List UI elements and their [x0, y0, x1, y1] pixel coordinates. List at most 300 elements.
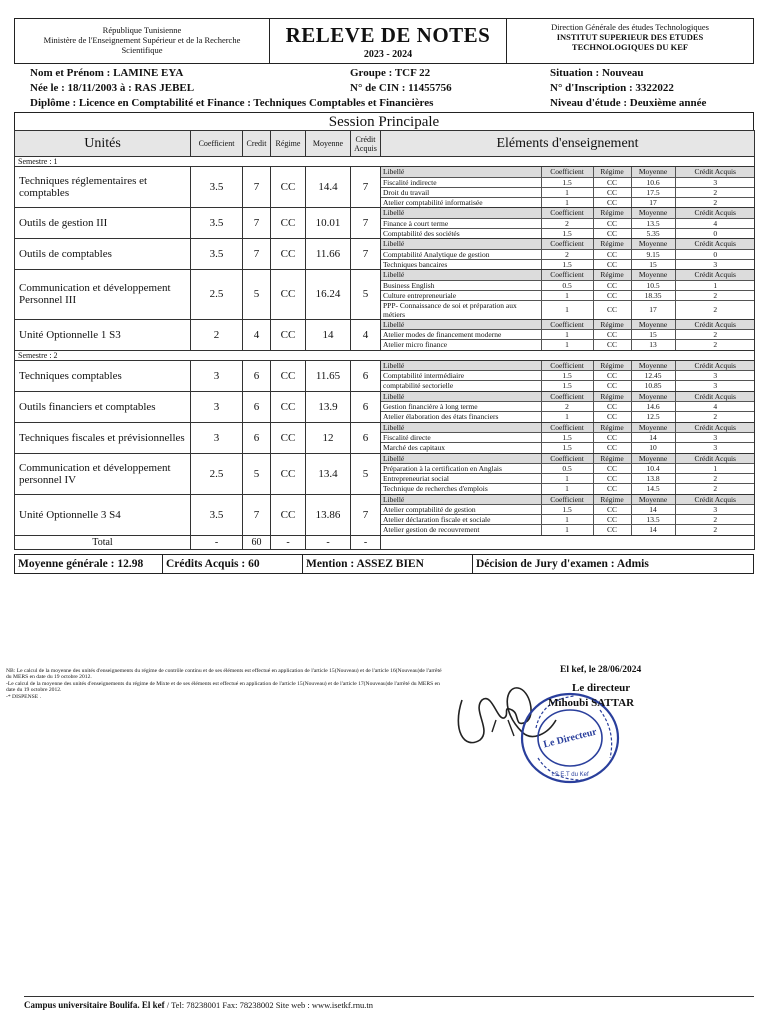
direction-line: Direction Générale des études Technologiques [551, 22, 709, 32]
total-acquis: - [351, 535, 381, 549]
element-regime: CC [593, 474, 631, 484]
element-credit: 4 [675, 218, 755, 228]
sub-col-moyenne: Moyenne [631, 239, 675, 249]
total-coef: - [191, 535, 243, 549]
unit-regime: CC [271, 208, 306, 239]
note-1: NB: Le calcul de la moyenne des unités d'enseignements du régime de contrôle continu et de ses éléments est effectué en application de l'article 15(Nouveau) et de l'article 16(Nouveau)de l'arrêté du MERS en date du 19 octobre 2012. [6, 668, 442, 681]
element-regime: CC [593, 259, 631, 269]
element-coef: 1.5 [541, 177, 593, 187]
unit-moyenne: 14 [306, 319, 351, 350]
element-credit: 0 [675, 228, 755, 238]
element-moyenne: 15 [631, 259, 675, 269]
element-moyenne: 17 [631, 197, 675, 207]
unit-credit: 7 [243, 494, 271, 535]
element-row [381, 218, 755, 228]
element-row [381, 228, 755, 238]
jury-decision: Décision de Jury d'examen : Admis [476, 557, 649, 570]
element-label: Atelier élaboration des états financiers [383, 412, 499, 422]
element-moyenne: 10 [631, 443, 675, 453]
col-regime: Régime [271, 131, 306, 157]
grades-table [14, 130, 755, 550]
unit-row [15, 208, 755, 239]
element-credit: 2 [675, 474, 755, 484]
unit-moyenne: 12 [306, 422, 351, 453]
semester-label: Semestre : 1 [15, 157, 755, 167]
unit-moyenne: 13.9 [306, 391, 351, 422]
unit-acquis: 6 [351, 391, 381, 422]
sub-col-credit: Crédit Acquis [675, 495, 755, 505]
republic-line: République Tunisienne [102, 25, 182, 35]
element-label: Marché des capitaux [383, 443, 446, 453]
element-label: Atelier micro finance [383, 340, 448, 350]
element-coef: 1 [541, 330, 593, 340]
sub-col-moyenne: Moyenne [631, 423, 675, 433]
col-coefficient: Coefficient [191, 131, 243, 157]
unit-row [15, 319, 755, 350]
element-coef: 1 [541, 300, 593, 319]
sub-col-libelle: Libellé [381, 167, 541, 177]
student-group: Groupe : TCF 22 [350, 67, 431, 79]
unit-name: Unité Optionnelle 1 S3 [15, 319, 191, 350]
unit-moyenne: 11.66 [306, 239, 351, 270]
element-regime: CC [593, 177, 631, 187]
elements-cell [381, 167, 755, 208]
institute-line: INSTITUT SUPERIEUR DES ETUDES [556, 32, 704, 42]
signature-name: Mihoubi SATTAR [548, 697, 635, 709]
unit-acquis: 6 [351, 422, 381, 453]
unit-acquis: 7 [351, 239, 381, 270]
unit-name: Outils de comptables [15, 239, 191, 270]
element-label: Droit du travail [381, 187, 541, 197]
unit-acquis: 4 [351, 319, 381, 350]
elements-header [381, 454, 755, 464]
sub-col-regime: Régime [593, 208, 631, 218]
unit-acquis: 6 [351, 360, 381, 391]
unit-acquis: 5 [351, 453, 381, 494]
total-moyenne: - [306, 535, 351, 549]
col-credit-acquis: Crédit Acquis [351, 131, 381, 157]
unit-acquis: 5 [351, 270, 381, 320]
unit-coef: 3.5 [191, 494, 243, 535]
element-moyenne: 17 [631, 300, 675, 319]
sub-col-libelle: Libellé [381, 361, 541, 371]
element-coef: 1.5 [541, 259, 593, 269]
student-level: Niveau d'étude : Deuxième année [550, 97, 707, 109]
sub-col-moyenne: Moyenne [631, 208, 675, 218]
element-regime: CC [593, 218, 631, 228]
element-credit: 2 [675, 515, 755, 525]
general-average: Moyenne générale : 12.98 [15, 555, 163, 573]
institute-block [507, 19, 753, 63]
student-situation: Situation : Nouveau [550, 67, 644, 79]
element-label: Technique de recherches d'emplois [383, 484, 488, 494]
element-moyenne: 13.5 [631, 515, 675, 525]
unit-name: Outils financiers et comptables [15, 391, 191, 422]
unit-coef: 2 [191, 319, 243, 350]
element-credit: 3 [675, 381, 755, 391]
element-label: Gestion financière à long terme [381, 402, 541, 412]
sub-col-credit: Crédit Acquis [675, 423, 755, 433]
elements-cell [381, 208, 755, 239]
unit-moyenne: 13.86 [306, 494, 351, 535]
sub-col-regime: Régime [593, 167, 631, 177]
unit-credit: 6 [243, 422, 271, 453]
sub-col-regime: Régime [593, 270, 631, 280]
unit-credit: 5 [243, 453, 271, 494]
unit-coef: 2.5 [191, 270, 243, 320]
sub-col-credit: Crédit Acquis [675, 239, 755, 249]
elements-cell [381, 360, 755, 391]
unit-coef: 3 [191, 360, 243, 391]
element-coef: 1 [541, 515, 593, 525]
sub-col-coef: Coefficient [541, 208, 593, 218]
element-moyenne: 10.4 [631, 464, 675, 474]
element-coef: 1 [541, 290, 593, 300]
unit-credit: 7 [243, 208, 271, 239]
unit-row [15, 360, 755, 391]
element-coef: 1 [541, 525, 593, 535]
element-regime: CC [593, 197, 631, 207]
elements-table [381, 320, 755, 350]
mention: Mention : ASSEZ BIEN [303, 555, 473, 573]
contact-info: / Tel: 78238001 Fax: 78238002 Site web : www.isetkf.rnu.tn [166, 1000, 373, 1010]
element-regime: CC [593, 402, 631, 412]
sub-col-coef: Coefficient [541, 167, 593, 177]
elements-table [381, 495, 755, 535]
element-moyenne: 14 [631, 525, 675, 535]
element-moyenne: 10.5 [631, 280, 675, 290]
sub-col-libelle: Libellé [381, 392, 541, 402]
unit-coef: 3.5 [191, 239, 243, 270]
sub-col-credit: Crédit Acquis [675, 320, 755, 330]
element-credit: 2 [675, 197, 755, 207]
element-moyenne: 14 [631, 433, 675, 443]
stamp-ring-text: I.S.E.T du Kef [551, 772, 589, 778]
element-coef: 1.5 [541, 433, 593, 443]
sub-col-credit: Crédit Acquis [675, 454, 755, 464]
elements-table [381, 392, 755, 422]
element-moyenne: 12.45 [631, 371, 675, 381]
element-moyenne: 13.8 [631, 474, 675, 484]
sub-col-libelle: Libellé [381, 208, 541, 218]
elements-cell [381, 319, 755, 350]
unit-moyenne: 14.4 [306, 167, 351, 208]
element-credit: 2 [675, 340, 755, 350]
unit-moyenne: 11.65 [306, 360, 351, 391]
sub-col-coef: Coefficient [541, 495, 593, 505]
element-credit: 3 [675, 505, 755, 515]
student-birth: Née le : 18/11/2003 à : RAS JEBEL [30, 82, 195, 94]
page-footer [24, 996, 754, 1010]
element-credit: 0 [675, 249, 755, 259]
unit-row [15, 494, 755, 535]
sub-col-regime: Régime [593, 239, 631, 249]
element-row [381, 177, 755, 187]
note-2: -Le calcul de la moyenne des unités d'enseignements du régime de Mixte et de ses éléments est effectué en application de l'article 15(Nouveau) et de l'article 17(Nouveau)de l'arrêté du MERS en date du 19 octobre 2012. [6, 680, 440, 694]
sub-col-credit: Crédit Acquis [675, 392, 755, 402]
unit-name: Techniques fiscales et prévisionnelles [15, 422, 191, 453]
element-coef: 1 [541, 474, 593, 484]
unit-moyenne: 13.4 [306, 453, 351, 494]
credits-acquired: Crédits Acquis : 60 [163, 555, 303, 573]
element-label: comptabilité sectorielle [383, 381, 454, 391]
unit-regime: CC [271, 270, 306, 320]
unit-row [15, 167, 755, 208]
element-row [381, 474, 755, 484]
total-regime: - [271, 535, 306, 549]
institute-line-2: TECHNOLOGIQUES DU KEF [571, 42, 689, 52]
element-coef: 2 [541, 249, 593, 259]
elements-cell [381, 270, 755, 320]
element-row [381, 464, 755, 474]
summary-bar [14, 554, 754, 574]
element-row [381, 249, 755, 259]
element-credit: 3 [675, 433, 755, 443]
unit-name: Outils de gestion III [15, 208, 191, 239]
element-regime: CC [593, 249, 631, 259]
unit-regime: CC [271, 422, 306, 453]
element-regime: CC [593, 525, 631, 535]
sub-col-regime: Régime [593, 495, 631, 505]
ministry-line: Ministère de l'Enseignement Supérieur et de la Recherche [43, 35, 241, 45]
element-label: Atelier comptabilité de gestion [381, 505, 541, 515]
unit-row [15, 391, 755, 422]
sub-col-regime: Régime [593, 361, 631, 371]
element-coef: 2 [541, 218, 593, 228]
elements-cell [381, 494, 755, 535]
elements-cell [381, 453, 755, 494]
sub-col-coef: Coefficient [541, 270, 593, 280]
student-inscription: N° d'Inscription : 3322022 [550, 82, 674, 94]
element-label: Business English [381, 280, 541, 290]
unit-row [15, 422, 755, 453]
element-credit: 2 [675, 484, 755, 494]
unit-name: Techniques réglementaires et comptables [15, 167, 191, 208]
sub-col-libelle: Libellé [381, 270, 541, 280]
element-label: Finance à court terme [381, 218, 541, 228]
title-block [270, 19, 507, 63]
element-coef: 1.5 [541, 443, 593, 453]
element-coef: 1.5 [541, 371, 593, 381]
student-name: Nom et Prénom : LAMINE EYA [30, 67, 184, 79]
element-row [381, 412, 755, 422]
unit-moyenne: 16.24 [306, 270, 351, 320]
element-label: Techniques bancaires [383, 259, 448, 269]
element-moyenne: 14.5 [631, 484, 675, 494]
element-row [381, 300, 755, 319]
elements-header [381, 423, 755, 433]
sub-col-credit: Crédit Acquis [675, 361, 755, 371]
unit-credit: 5 [243, 270, 271, 320]
elements-cell [381, 239, 755, 270]
element-label: Culture entrepreneuriale [381, 290, 541, 300]
element-label: Comptabilité Analytique de gestion [381, 249, 541, 259]
elements-header [381, 270, 755, 280]
student-cin: N° de CIN : 11455756 [350, 82, 452, 94]
element-label: Comptabilité intermédiaire [381, 371, 541, 381]
elements-table [381, 270, 755, 319]
element-moyenne: 12.5 [631, 412, 675, 422]
signature-role: Le directeur [572, 682, 631, 694]
sub-col-credit: Crédit Acquis [675, 208, 755, 218]
academic-year: 2023 - 2024 [363, 49, 413, 60]
unit-acquis: 7 [351, 167, 381, 208]
element-regime: CC [593, 228, 631, 238]
sub-col-libelle: Libellé [381, 423, 541, 433]
element-label: Fiscalité directe [381, 433, 541, 443]
sub-col-libelle: Libellé [381, 495, 541, 505]
element-credit: 2 [675, 187, 755, 197]
element-row [381, 433, 755, 443]
unit-row [15, 453, 755, 494]
unit-acquis: 7 [351, 494, 381, 535]
unit-name: Techniques comptables [15, 360, 191, 391]
element-label: Atelier comptabilité informatisée [383, 197, 483, 207]
elements-header [381, 392, 755, 402]
elements-table [381, 208, 755, 238]
sub-col-regime: Régime [593, 320, 631, 330]
unit-acquis: 7 [351, 208, 381, 239]
regulation-notes [6, 668, 446, 700]
element-row [381, 290, 755, 300]
unit-regime: CC [271, 453, 306, 494]
elements-header [381, 361, 755, 371]
document-title: RELEVE DE NOTES [285, 23, 491, 47]
element-label: Atelier déclaration fiscale et sociale [381, 515, 541, 525]
unit-regime: CC [271, 391, 306, 422]
element-moyenne: 9.15 [631, 249, 675, 259]
sub-col-coef: Coefficient [541, 320, 593, 330]
element-credit: 2 [675, 412, 755, 422]
elements-header [381, 167, 755, 177]
unit-name: Communication et développement personnel IV [15, 453, 191, 494]
sub-col-credit: Crédit Acquis [675, 270, 755, 280]
col-elements: Eléments d'enseignement [381, 131, 755, 157]
col-moyenne: Moyenne [306, 131, 351, 157]
unit-row [15, 239, 755, 270]
element-regime: CC [593, 381, 631, 391]
element-row [381, 340, 755, 350]
unit-row [15, 270, 755, 320]
element-coef: 1 [541, 340, 593, 350]
element-row [381, 484, 755, 494]
signature-date: El kef, le 28/06/2024 [560, 665, 642, 675]
element-row [381, 443, 755, 453]
sub-col-regime: Régime [593, 454, 631, 464]
unit-name: Communication et développement Personnel III [15, 270, 191, 320]
element-credit: 2 [675, 290, 755, 300]
element-coef: 1.5 [541, 505, 593, 515]
element-moyenne: 10.6 [631, 177, 675, 187]
elements-header [381, 320, 755, 330]
elements-header [381, 239, 755, 249]
elements-cell [381, 422, 755, 453]
col-unites: Unités [15, 131, 191, 157]
element-regime: CC [593, 371, 631, 381]
element-label: Atelier modes de financement moderne [381, 330, 541, 340]
ministry-line-2: Scientifique [121, 45, 163, 55]
element-regime: CC [593, 187, 631, 197]
element-label: Comptabilité des sociétés [383, 228, 460, 238]
element-row [381, 330, 755, 340]
unit-coef: 3.5 [191, 208, 243, 239]
element-regime: CC [593, 433, 631, 443]
semester-label: Semestre : 2 [15, 350, 755, 360]
element-regime: CC [593, 330, 631, 340]
element-moyenne: 10.85 [631, 381, 675, 391]
element-row [381, 259, 755, 269]
unit-coef: 2.5 [191, 453, 243, 494]
element-coef: 1.5 [541, 381, 593, 391]
element-moyenne: 14.6 [631, 402, 675, 412]
sub-col-moyenne: Moyenne [631, 392, 675, 402]
semester-row [15, 350, 755, 360]
unit-coef: 3 [191, 391, 243, 422]
element-coef: 1 [541, 484, 593, 494]
element-coef: 0.5 [541, 280, 593, 290]
elements-cell [381, 391, 755, 422]
element-credit: 1 [675, 280, 755, 290]
element-regime: CC [593, 300, 631, 319]
element-regime: CC [593, 505, 631, 515]
sub-col-moyenne: Moyenne [631, 167, 675, 177]
session-title: Session Principale [14, 112, 754, 130]
element-moyenne: 13 [631, 340, 675, 350]
document-header [14, 18, 754, 64]
total-empty [381, 535, 755, 549]
unit-coef: 3 [191, 422, 243, 453]
element-coef: 1 [541, 187, 593, 197]
elements-table [381, 423, 755, 453]
element-row [381, 197, 755, 207]
element-regime: CC [593, 340, 631, 350]
unit-regime: CC [271, 360, 306, 391]
sub-col-regime: Régime [593, 423, 631, 433]
unit-regime: CC [271, 239, 306, 270]
element-label: Préparation à la certification en Anglais [381, 464, 541, 474]
sub-col-libelle: Libellé [381, 239, 541, 249]
element-row [381, 515, 755, 525]
sub-col-moyenne: Moyenne [631, 454, 675, 464]
student-diploma: Diplôme : Licence en Comptabilité et Finance : Techniques Comptables et Financières [30, 97, 434, 109]
element-row [381, 371, 755, 381]
unit-credit: 7 [243, 239, 271, 270]
element-moyenne: 18.35 [631, 290, 675, 300]
ministry-block [15, 19, 270, 63]
element-regime: CC [593, 443, 631, 453]
sub-col-coef: Coefficient [541, 361, 593, 371]
unit-credit: 6 [243, 360, 271, 391]
element-moyenne: 14 [631, 505, 675, 515]
element-row [381, 402, 755, 412]
element-moyenne: 17.5 [631, 187, 675, 197]
element-row [381, 525, 755, 535]
element-coef: 1 [541, 412, 593, 422]
element-moyenne: 15 [631, 330, 675, 340]
unit-coef: 3.5 [191, 167, 243, 208]
sub-col-libelle: Libellé [381, 454, 541, 464]
sub-col-coef: Coefficient [541, 239, 593, 249]
element-label: Entrepreneuriat social [381, 474, 541, 484]
semester-row [15, 157, 755, 167]
element-credit: 2 [675, 330, 755, 340]
sub-col-coef: Coefficient [541, 392, 593, 402]
unit-credit: 6 [243, 391, 271, 422]
elements-header [381, 495, 755, 505]
element-row [381, 280, 755, 290]
unit-credit: 7 [243, 167, 271, 208]
col-credit: Credit [243, 131, 271, 157]
